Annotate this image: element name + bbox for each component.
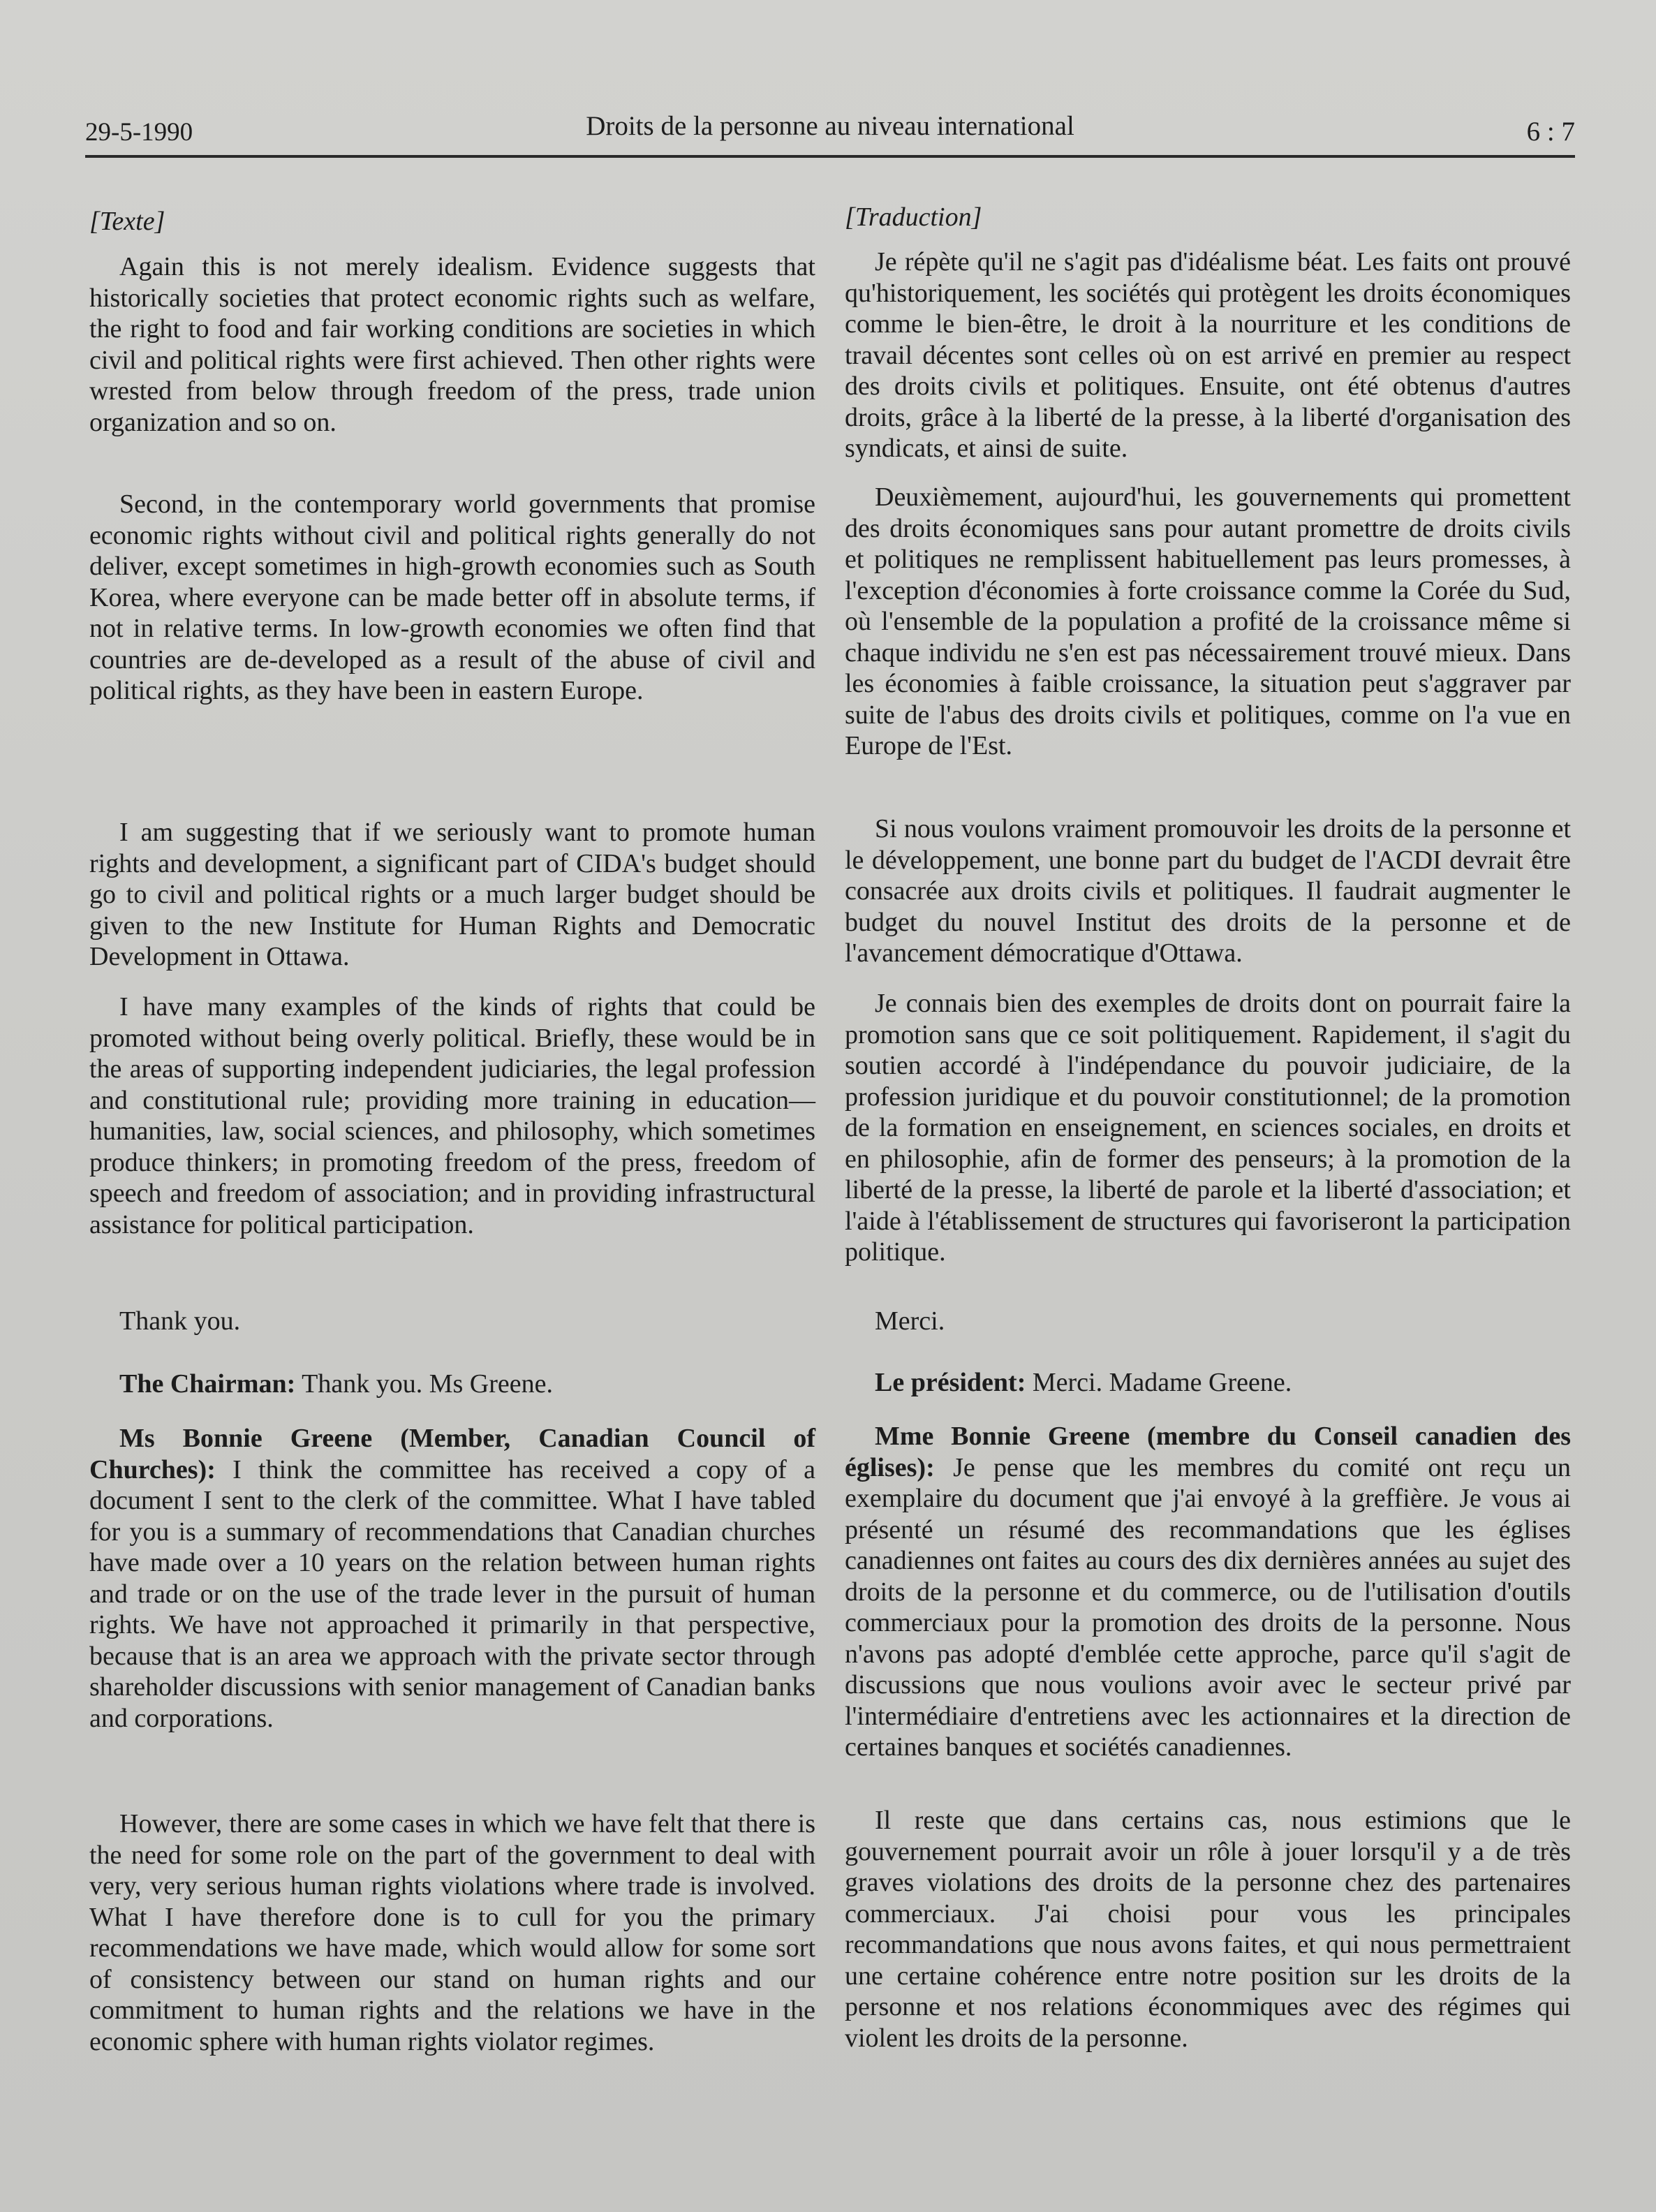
- paragraph: Thank you.: [119, 1306, 241, 1336]
- speaker-name: Mme Bonnie Greene (membre du Conseil canadien des églises):: [845, 1422, 1571, 1482]
- greene-statement: Mme Bonnie Greene (membre du Conseil canadien des églises): Je pense que les membres du comité ont reçu un exemplaire du document que j'ai envoyé à la greffière. Je vous ai présenté un résumé des recommandations que les églises canadiennes ont faites au cours des dix dernières années au sujet des droits de la personne et du commerce, ou de l'utilisation d'outils commerciaux pour la promotion des droits de la personne. Nous n'avons pas adopté d'emblée cette approche, parce qu'il s'agit de discussions que nous voulions avoir avec le secteur privé par l'intermédiaire d'entretiens avec les actionnaires et la direction de certaines banques et sociétés canadiennes.: [845, 1422, 1571, 1762]
- paragraph: I have many examples of the kinds of rights that could be promoted without being overly political. Briefly, these would be in the areas of supporting independent judiciaries, the legal profession and constitutional rule; providing more training in education—humanities, law, social sciences, and philosophy, which sometimes produce thinkers; in promoting freedom of the press, freedom of speech and freedom of association; and in providing infrastructural assistance for political participation.: [89, 992, 815, 1239]
- speaker-name: Le président:: [875, 1368, 1026, 1397]
- paragraph: However, there are some cases in which we have felt that there is the need for some role on the part of the government to deal with very, very serious human rights violations where trade is involved. What I have therefore done is to cull for you the primary recommendations we have made, which would allow for some sort of consistency between our stand on human rights and our commitment to human rights and the relations we have in the economic sphere with human rights violator regimes.: [89, 1809, 815, 2056]
- speaker-name: Ms Bonnie Greene (Member, Canadian Council of Churches):: [89, 1424, 815, 1484]
- greene-statement: Ms Bonnie Greene (Member, Canadian Council of Churches): I think the committee has received a copy of a document I sent to the clerk of the committee. What I have tabled for you is a summary of recommendations that Canadian churches have made over a 10 years on the relation between human rights and trade or on the use of the trade lever in the pursuit of human rights. We have not approached it primarily in that perspective, because that is an area we approach with the private sector through shareholder discussions with senior management of Canadian banks and corporations.: [89, 1424, 815, 1733]
- paragraph: Second, in the contemporary world governments that promise economic rights without civil and political rights generally do not deliver, except sometimes in high-growth economies such as South Korea, where everyone can be made better off in absolute terms, if not in relative terms. In low-growth economies we often find that countries are de-developed as a result of the abuse of civil and political rights, as they have been in eastern Europe.: [89, 489, 815, 705]
- speaker-name: The Chairman:: [119, 1369, 296, 1399]
- chairman-statement: The Chairman: Thank you. Ms Greene.: [119, 1369, 553, 1399]
- paragraph: Il reste que dans certains cas, nous estimions que le gouvernement pourrait avoir un rôle à jouer lorsqu'il y a de très graves violations des droits de la personne chez des partenaires commerciaux. J'ai choisi pour vous les principales recommandations que nous avons faites, et qui nous permettraient une certaine cohérence entre notre position sur les droits de la personne et nos relations économmiques avec des régimes qui violent les droits de la personne.: [845, 1806, 1571, 2053]
- header-date: 29-5-1990: [85, 118, 193, 147]
- paragraph: I am suggesting that if we seriously want to promote human rights and development, a significant part of CIDA's budget should go to civil and political rights or a much larger budget should be given to the new Institute for Human Rights and Democratic Development in Ottawa.: [89, 818, 815, 971]
- paragraph: Merci.: [875, 1306, 945, 1336]
- paragraph: Je répète qu'il ne s'agit pas d'idéalisme béat. Les faits ont prouvé qu'historiquement, les sociétés qui protègent les droits économiques comme le bien-être, le droit à la nourriture et les conditions de travail décentes sont celles où on est arrivé en premier au respect des droits civils et politiques. Ensuite, ont été obtenus d'autres droits, grâce à la liberté de la presse, à la liberté d'organisation des syndicats, et ainsi de suite.: [845, 247, 1571, 463]
- paragraph: Si nous voulons vraiment promouvoir les droits de la personne et le développement, une bonne part du budget de l'ACDI devrait être consacrée aux droits civils et politiques. Il faudrait augmenter le budget du nouvel Institut des droits de la personne et de l'avancement démocratique d'Ottawa.: [845, 814, 1571, 968]
- paragraph: Again this is not merely idealism. Evidence suggests that historically societies that protect economic rights such as welfare, the right to food and fair working conditions are societies in which civil and political rights were first achieved. Then other rights were wrested from below through freedom of the press, trade union organization and so on.: [89, 252, 815, 437]
- page-header: [85, 105, 1575, 158]
- header-title: Droits de la personne au niveau international: [586, 111, 1074, 141]
- section-label-texte: [Texte]: [89, 207, 165, 236]
- header-page-number: 6 : 7: [1526, 117, 1575, 147]
- paragraph: Deuxièmement, aujourd'hui, les gouvernements qui promettent des droits économiques sans pour autant promettre de droits civils et politiques ne remplissent habituellement pas leurs promesses, à l'exception d'économies à forte croissance comme la Corée du Sud, où l'ensemble de la population a profité de la croissance même si chaque individu ne s'en est pas nécessairement trouvé mieux. Dans les économies à faible croissance, la situation peut s'aggraver par suite de l'abus des droits civils et politiques, comme on l'a vue en Europe de l'Est.: [845, 482, 1571, 760]
- paragraph: Je connais bien des exemples de droits dont on pourrait faire la promotion sans que ce soit politiquement. Rapidement, il s'agit du soutien accordé à l'indépendance du pouvoir judiciaire, de la profession juridique et du pouvoir constitutionnel; de la promotion de la formation en enseignement, en sciences sociales, en droits et en philosophie, afin de former des penseurs; à la promotion de la liberté de la presse, la liberté de parole et la liberté d'association; et l'aide à l'établissement de structures qui favoriseront la participation politique.: [845, 989, 1571, 1267]
- section-label-traduction: [Traduction]: [845, 202, 982, 232]
- chairman-statement: Le président: Merci. Madame Greene.: [875, 1368, 1292, 1397]
